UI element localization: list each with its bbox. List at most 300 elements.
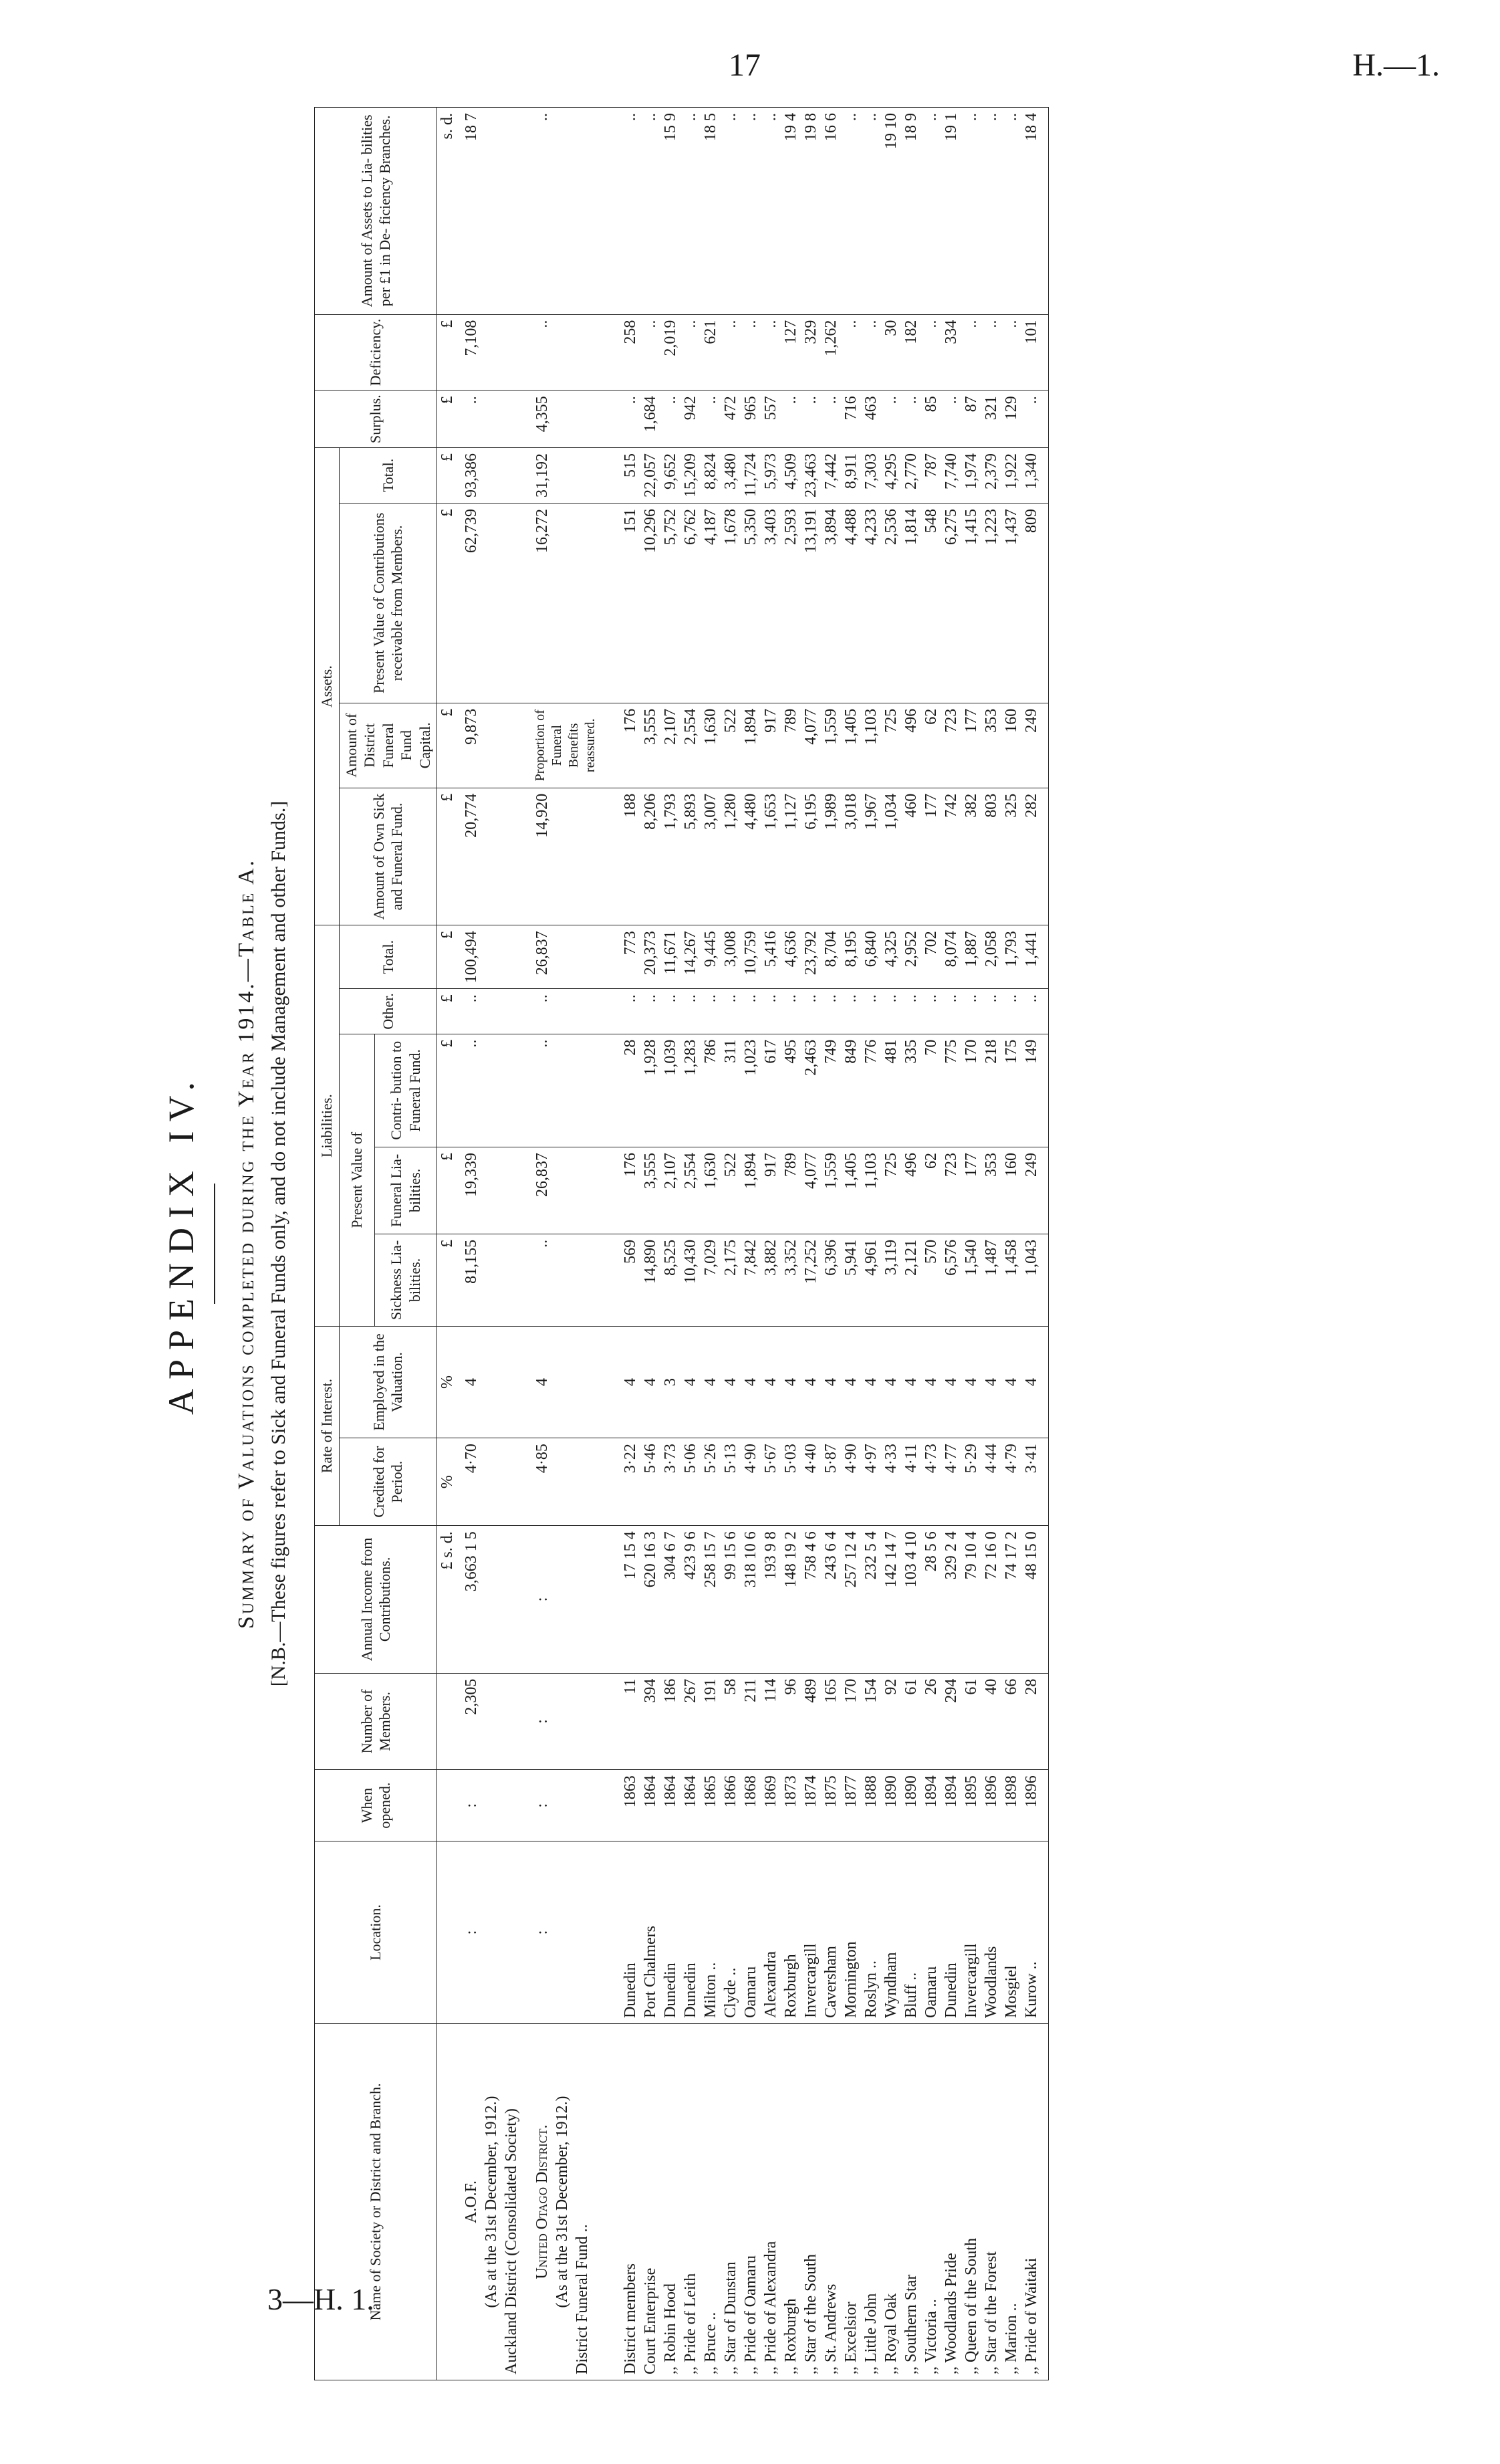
branch-surplus: 87 <box>961 390 981 448</box>
branch-opened: 1896 <box>981 1770 1001 1841</box>
branch-opened: 1877 <box>841 1770 861 1841</box>
unit-currency: £ <box>437 1147 458 1234</box>
uod-pv-contrib: 16,272 <box>528 503 606 703</box>
branch-funeral: 496 <box>901 1147 921 1234</box>
branch-surplus: 321 <box>981 390 1001 448</box>
branch-other: .. <box>901 989 921 1034</box>
branch-employed: 4 <box>741 1326 761 1438</box>
branch-per-pound: 18 9 <box>901 108 921 315</box>
branch-surplus: 965 <box>741 390 761 448</box>
branch-total: 23,792 <box>801 925 821 989</box>
header-deficiency: Deficiency. <box>315 314 437 390</box>
branch-district-capital: 496 <box>901 703 921 788</box>
title-rule <box>214 1184 215 1304</box>
branch-members: 61 <box>961 1673 981 1770</box>
branch-other: .. <box>761 989 781 1034</box>
branch-credited: 5·06 <box>680 1438 701 1526</box>
branch-income: 48 15 0 <box>1021 1526 1049 1673</box>
header-funeral: Funeral Lia- bilities. <box>374 1147 436 1234</box>
branch-surplus: .. <box>881 390 901 448</box>
uod-other: .. <box>528 989 606 1034</box>
header-contribution: Contri- bution to Funeral Fund. <box>374 1034 436 1147</box>
branch-own-fund: 325 <box>1001 788 1021 925</box>
branch-sickness: 6,396 <box>821 1234 841 1326</box>
branch-location: Mosgiel <box>1001 1841 1021 2024</box>
branch-credited: 4·90 <box>841 1438 861 1526</box>
branch-funeral: 725 <box>881 1147 901 1234</box>
branch-own-fund: 1,989 <box>821 788 841 925</box>
branch-employed: 4 <box>701 1326 721 1438</box>
branch-members: 165 <box>821 1673 841 1770</box>
branch-other: .. <box>721 989 741 1034</box>
header-income: Annual Income from Contributions. <box>315 1526 437 1673</box>
branch-district-capital: 723 <box>941 703 961 788</box>
branch-per-pound: .. <box>606 108 640 315</box>
branch-credited: 4·11 <box>901 1438 921 1526</box>
branch-location: Milton .. <box>701 1841 721 2024</box>
branch-funeral: 1,405 <box>841 1147 861 1234</box>
aof-members: 2,305 <box>457 1673 528 1770</box>
uod-location: : <box>528 1841 606 2024</box>
branch-other: .. <box>941 989 961 1034</box>
branch-row <box>901 108 921 2380</box>
aof-assets-total: 93,386 <box>457 447 528 503</box>
branch-own-fund: 1,280 <box>721 788 741 925</box>
branch-sickness: 3,119 <box>881 1234 901 1326</box>
branch-assets-total: 2,379 <box>981 447 1001 503</box>
header-district-capital: Amount of District Funeral Fund Capital. <box>339 703 437 788</box>
branch-name: ,, Star of the Forest <box>981 2024 1001 2380</box>
branch-members: 58 <box>721 1673 741 1770</box>
branch-pv-contrib: 10,296 <box>640 503 660 703</box>
uod-own-fund: 14,920 <box>528 788 606 925</box>
branch-funeral: 723 <box>941 1147 961 1234</box>
uod-date: (As at the 31st December, 1912.) <box>553 2096 571 2308</box>
unit-currency: £ <box>437 925 458 989</box>
branch-other: .. <box>781 989 801 1034</box>
branch-own-fund: 1,034 <box>881 788 901 925</box>
aof-district-capital: 9,873 <box>457 703 528 788</box>
branch-contribution: 749 <box>821 1034 841 1147</box>
branch-opened: 1888 <box>861 1770 881 1841</box>
branch-row <box>1021 108 1049 2380</box>
branch-location: Mornington <box>841 1841 861 2024</box>
branch-deficiency: .. <box>741 314 761 390</box>
branch-per-pound: 18 5 <box>701 108 721 315</box>
unit-pct: % <box>437 1326 458 1438</box>
branch-surplus: .. <box>801 390 821 448</box>
branch-district-capital: 917 <box>761 703 781 788</box>
valuation-table <box>314 107 1049 2380</box>
branch-assets-total: 515 <box>606 447 640 503</box>
branch-own-fund: 8,206 <box>640 788 660 925</box>
branch-location: Alexandra <box>761 1841 781 2024</box>
branch-district-capital: 160 <box>1001 703 1021 788</box>
branch-deficiency: .. <box>721 314 741 390</box>
branch-income: 193 9 8 <box>761 1526 781 1673</box>
branch-location: Roslyn .. <box>861 1841 881 2024</box>
branch-pv-contrib: 548 <box>921 503 941 703</box>
branch-members: 40 <box>981 1673 1001 1770</box>
uod-fund-name: District Funeral Fund .. <box>574 2224 591 2374</box>
branch-total: 4,325 <box>881 925 901 989</box>
branch-sickness: 2,121 <box>901 1234 921 1326</box>
branch-assets-total: 4,509 <box>781 447 801 503</box>
branch-contribution: 170 <box>961 1034 981 1147</box>
branch-district-capital: 1,405 <box>841 703 861 788</box>
branch-row <box>660 108 680 2380</box>
branch-contribution: 1,023 <box>741 1034 761 1147</box>
branch-funeral: 3,555 <box>640 1147 660 1234</box>
branch-contribution: 218 <box>981 1034 1001 1147</box>
branch-deficiency: 30 <box>881 314 901 390</box>
branch-other: .. <box>821 989 841 1034</box>
uod-contribution: .. <box>528 1034 606 1147</box>
branch-name: ,, Robin Hood <box>660 2024 680 2380</box>
header-total-assets: Total. <box>339 447 437 503</box>
branch-income: 257 12 4 <box>841 1526 861 1673</box>
header-rate-of-interest: Rate of Interest. <box>315 1326 340 1525</box>
uod-sickness: .. <box>528 1234 606 1326</box>
unit-currency: £ <box>437 989 458 1034</box>
uod-per-pound: .. <box>528 108 606 315</box>
branch-per-pound: .. <box>861 108 881 315</box>
branch-total: 3,008 <box>721 925 741 989</box>
aof-date: (As at the 31st December, 1912.) <box>483 2096 500 2308</box>
branch-assets-total: 787 <box>921 447 941 503</box>
branch-assets-total: 4,295 <box>881 447 901 503</box>
branch-sickness: 3,352 <box>781 1234 801 1326</box>
uod-income: : <box>528 1526 606 1673</box>
branch-opened: 1866 <box>721 1770 741 1841</box>
branch-opened: 1895 <box>961 1770 981 1841</box>
header-location: Location. <box>315 1841 437 2024</box>
branch-location: Caversham <box>821 1841 841 2024</box>
branch-per-pound: 15 9 <box>660 108 680 315</box>
unit-currency: £ <box>437 390 458 448</box>
branch-contribution: 1,928 <box>640 1034 660 1147</box>
branch-sickness: 570 <box>921 1234 941 1326</box>
branch-total: 14,267 <box>680 925 701 989</box>
branch-pv-contrib: 13,191 <box>801 503 821 703</box>
unit-currency: £ <box>437 703 458 788</box>
branch-own-fund: 1,127 <box>781 788 801 925</box>
branch-contribution: 481 <box>881 1034 901 1147</box>
branch-total: 2,952 <box>901 925 921 989</box>
branch-per-pound: 19 10 <box>881 108 901 315</box>
branch-total: 8,704 <box>821 925 841 989</box>
uod-members: : <box>528 1673 606 1770</box>
header-when-opened: When opened. <box>315 1770 437 1841</box>
uod-surplus: 4,355 <box>528 390 606 448</box>
branch-contribution: 311 <box>721 1034 741 1147</box>
branch-location: Woodlands <box>981 1841 1001 2024</box>
branch-own-fund: 188 <box>606 788 640 925</box>
branch-per-pound: .. <box>761 108 781 315</box>
branch-pv-contrib: 5,752 <box>660 503 680 703</box>
branch-contribution: 786 <box>701 1034 721 1147</box>
branch-total: 20,373 <box>640 925 660 989</box>
branch-per-pound: .. <box>921 108 941 315</box>
branch-opened: 1894 <box>941 1770 961 1841</box>
branch-sickness: 1,540 <box>961 1234 981 1326</box>
branch-sickness: 14,890 <box>640 1234 660 1326</box>
branch-income: 243 6 4 <box>821 1526 841 1673</box>
document-reference: H.—1. <box>1352 47 1440 83</box>
branch-pv-contrib: 6,762 <box>680 503 701 703</box>
branch-income: 72 16 0 <box>981 1526 1001 1673</box>
branch-surplus: .. <box>821 390 841 448</box>
branch-pv-contrib: 4,488 <box>841 503 861 703</box>
branch-credited: 3·41 <box>1021 1438 1049 1526</box>
unit-currency: £ <box>437 1034 458 1147</box>
branch-sickness: 569 <box>606 1234 640 1326</box>
nb-note: [N.B.—These figures refer to Sick and Funeral Funds only, and do not include Management and other Funds.] <box>267 800 289 1687</box>
branch-contribution: 775 <box>941 1034 961 1147</box>
branch-name: ,, Star of the South <box>801 2024 821 2380</box>
branch-location: Dunedin <box>941 1841 961 2024</box>
branch-per-pound: .. <box>640 108 660 315</box>
valuation-table-body <box>437 108 1049 2380</box>
branch-funeral: 1,103 <box>861 1147 881 1234</box>
header-employed: Employed in the Valuation. <box>339 1326 437 1438</box>
branch-employed: 4 <box>1021 1326 1049 1438</box>
branch-other: .. <box>981 989 1001 1034</box>
branch-employed: 4 <box>841 1326 861 1438</box>
branch-location: Invercargill <box>961 1841 981 2024</box>
uod-row <box>528 108 606 2380</box>
branch-per-pound: .. <box>1001 108 1021 315</box>
branch-contribution: 149 <box>1021 1034 1049 1147</box>
uod-funeral: 26,837 <box>528 1147 606 1234</box>
branch-assets-total: 9,652 <box>660 447 680 503</box>
branch-sickness: 10,430 <box>680 1234 701 1326</box>
branch-district-capital: 2,554 <box>680 703 701 788</box>
header-own-fund: Amount of Own Sick and Funeral Fund. <box>339 788 437 925</box>
branch-location: Oamaru <box>921 1841 941 2024</box>
branch-other: .. <box>1021 989 1049 1034</box>
aof-row <box>457 108 528 2380</box>
aof-total: 100,494 <box>457 925 528 989</box>
branch-pv-contrib: 151 <box>606 503 640 703</box>
branch-credited: 5·87 <box>821 1438 841 1526</box>
branch-employed: 4 <box>921 1326 941 1438</box>
branch-assets-total: 23,463 <box>801 447 821 503</box>
branch-row <box>761 108 781 2380</box>
branch-employed: 4 <box>721 1326 741 1438</box>
branch-sickness: 5,941 <box>841 1234 861 1326</box>
uod-total: 26,837 <box>528 925 606 989</box>
aof-district: Auckland District (Consolidated Society) <box>503 2108 520 2374</box>
branch-total: 773 <box>606 925 640 989</box>
branch-other: .. <box>660 989 680 1034</box>
branch-deficiency: .. <box>640 314 660 390</box>
branch-credited: 5·26 <box>701 1438 721 1526</box>
branch-sickness: 17,252 <box>801 1234 821 1326</box>
branch-funeral: 62 <box>921 1147 941 1234</box>
branch-own-fund: 1,653 <box>761 788 781 925</box>
aof-credited: 4·70 <box>457 1438 528 1526</box>
branch-pv-contrib: 5,350 <box>741 503 761 703</box>
branch-pv-contrib: 2,536 <box>881 503 901 703</box>
header-name: Name of Society or District and Branch. <box>315 2024 437 2380</box>
branch-credited: 4·33 <box>881 1438 901 1526</box>
branch-funeral: 249 <box>1021 1147 1049 1234</box>
branch-income: 423 9 6 <box>680 1526 701 1673</box>
branch-income: 232 5 4 <box>861 1526 881 1673</box>
branch-pv-contrib: 1,437 <box>1001 503 1021 703</box>
branch-deficiency: 621 <box>701 314 721 390</box>
branch-name: ,, Roxburgh <box>781 2024 801 2380</box>
branch-surplus: .. <box>941 390 961 448</box>
branch-credited: 5·67 <box>761 1438 781 1526</box>
appendix-title: APPENDIX IV. <box>161 1072 201 1416</box>
branch-contribution: 335 <box>901 1034 921 1147</box>
aof-pv-contrib: 62,739 <box>457 503 528 703</box>
branch-location: Clyde .. <box>721 1841 741 2024</box>
branch-funeral: 160 <box>1001 1147 1021 1234</box>
branch-members: 211 <box>741 1673 761 1770</box>
branch-location: Invercargill <box>801 1841 821 2024</box>
branch-income: 620 16 3 <box>640 1526 660 1673</box>
branch-district-capital: 3,555 <box>640 703 660 788</box>
branch-row <box>640 108 660 2380</box>
branch-members: 489 <box>801 1673 821 1770</box>
branch-name: ,, Star of Dunstan <box>721 2024 741 2380</box>
branch-per-pound: 19 8 <box>801 108 821 315</box>
aof-deficiency: 7,108 <box>457 314 528 390</box>
branch-employed: 4 <box>981 1326 1001 1438</box>
branch-funeral: 177 <box>961 1147 981 1234</box>
branch-credited: 5·29 <box>961 1438 981 1526</box>
branch-name: ,, Bruce .. <box>701 2024 721 2380</box>
branch-pv-contrib: 3,894 <box>821 503 841 703</box>
branch-total: 11,671 <box>660 925 680 989</box>
branch-row <box>921 108 941 2380</box>
branch-sickness: 4,961 <box>861 1234 881 1326</box>
branch-own-fund: 803 <box>981 788 1001 925</box>
branch-district-capital: 353 <box>981 703 1001 788</box>
branch-assets-total: 7,442 <box>821 447 841 503</box>
branch-employed: 4 <box>1001 1326 1021 1438</box>
unit-currency: £ <box>437 1234 458 1326</box>
branch-other: .. <box>861 989 881 1034</box>
aof-surplus: .. <box>457 390 528 448</box>
branch-deficiency: 101 <box>1021 314 1049 390</box>
branch-surplus: .. <box>1021 390 1049 448</box>
branch-sickness: 6,576 <box>941 1234 961 1326</box>
branch-total: 10,759 <box>741 925 761 989</box>
branch-assets-total: 8,911 <box>841 447 861 503</box>
branch-employed: 3 <box>660 1326 680 1438</box>
branch-other: .. <box>640 989 660 1034</box>
branch-district-capital: 2,107 <box>660 703 680 788</box>
unit-currency: £ <box>437 447 458 503</box>
branch-members: 28 <box>1021 1673 1049 1770</box>
branch-per-pound: 18 4 <box>1021 108 1049 315</box>
branch-name: ,, Queen of the South <box>961 2024 981 2380</box>
branch-opened: 1868 <box>741 1770 761 1841</box>
branch-income: 142 14 7 <box>881 1526 901 1673</box>
branch-pv-contrib: 6,275 <box>941 503 961 703</box>
branch-total: 6,840 <box>861 925 881 989</box>
branch-location: Dunedin <box>660 1841 680 2024</box>
branch-members: 186 <box>660 1673 680 1770</box>
page-number: 17 <box>729 47 761 83</box>
branch-other: .. <box>1001 989 1021 1034</box>
branch-name: ,, Little John <box>861 2024 881 2380</box>
branch-total: 5,416 <box>761 925 781 989</box>
branch-deficiency: 334 <box>941 314 961 390</box>
branch-district-capital: 1,630 <box>701 703 721 788</box>
branch-surplus: 85 <box>921 390 941 448</box>
branch-location: Port Chalmers <box>640 1841 660 2024</box>
branch-row <box>841 108 861 2380</box>
branch-sickness: 7,029 <box>701 1234 721 1326</box>
branch-deficiency: 182 <box>901 314 921 390</box>
branch-sickness: 7,842 <box>741 1234 761 1326</box>
branch-income: 28 5 6 <box>921 1526 941 1673</box>
branch-per-pound: .. <box>981 108 1001 315</box>
branch-per-pound: .. <box>680 108 701 315</box>
branch-assets-total: 11,724 <box>741 447 761 503</box>
branch-opened: 1896 <box>1021 1770 1049 1841</box>
branch-row <box>741 108 761 2380</box>
branch-credited: 5·13 <box>721 1438 741 1526</box>
branch-contribution: 495 <box>781 1034 801 1147</box>
branch-row <box>801 108 821 2380</box>
branch-opened: 1864 <box>640 1770 660 1841</box>
branch-row <box>1001 108 1021 2380</box>
branch-district-capital: 1,559 <box>821 703 841 788</box>
branch-assets-total: 8,824 <box>701 447 721 503</box>
branch-income: 758 4 6 <box>801 1526 821 1673</box>
branch-funeral: 176 <box>606 1147 640 1234</box>
unit-currency: £ <box>437 788 458 925</box>
branch-name: District members <box>606 2024 640 2380</box>
branch-income: 17 15 4 <box>606 1526 640 1673</box>
header-liabilities: Liabilities. <box>315 925 340 1327</box>
branch-pv-contrib: 1,814 <box>901 503 921 703</box>
valuation-table-wrapper <box>314 107 1049 2380</box>
branch-contribution: 1,283 <box>680 1034 701 1147</box>
branch-funeral: 1,894 <box>741 1147 761 1234</box>
branch-other: .. <box>801 989 821 1034</box>
branch-contribution: 617 <box>761 1034 781 1147</box>
branch-funeral: 789 <box>781 1147 801 1234</box>
branch-total: 1,793 <box>1001 925 1021 989</box>
branch-surplus: 472 <box>721 390 741 448</box>
branch-contribution: 776 <box>861 1034 881 1147</box>
branch-total: 1,441 <box>1021 925 1049 989</box>
branch-name: ,, Marion .. <box>1001 2024 1021 2380</box>
aof-contribution: .. <box>457 1034 528 1147</box>
branch-name: Court Enterprise <box>640 2024 660 2380</box>
branch-total: 9,445 <box>701 925 721 989</box>
branch-surplus: 463 <box>861 390 881 448</box>
branch-assets-total: 7,303 <box>861 447 881 503</box>
branch-own-fund: 282 <box>1021 788 1049 925</box>
branch-name: ,, Pride of Oamaru <box>741 2024 761 2380</box>
header-members: Number of Members. <box>315 1673 437 1770</box>
branch-location: Oamaru <box>741 1841 761 2024</box>
branch-employed: 4 <box>640 1326 660 1438</box>
branch-opened: 1874 <box>801 1770 821 1841</box>
branch-credited: 5·03 <box>781 1438 801 1526</box>
branch-per-pound: 16 6 <box>821 108 841 315</box>
branch-employed: 4 <box>781 1326 801 1438</box>
branch-income: 329 2 4 <box>941 1526 961 1673</box>
